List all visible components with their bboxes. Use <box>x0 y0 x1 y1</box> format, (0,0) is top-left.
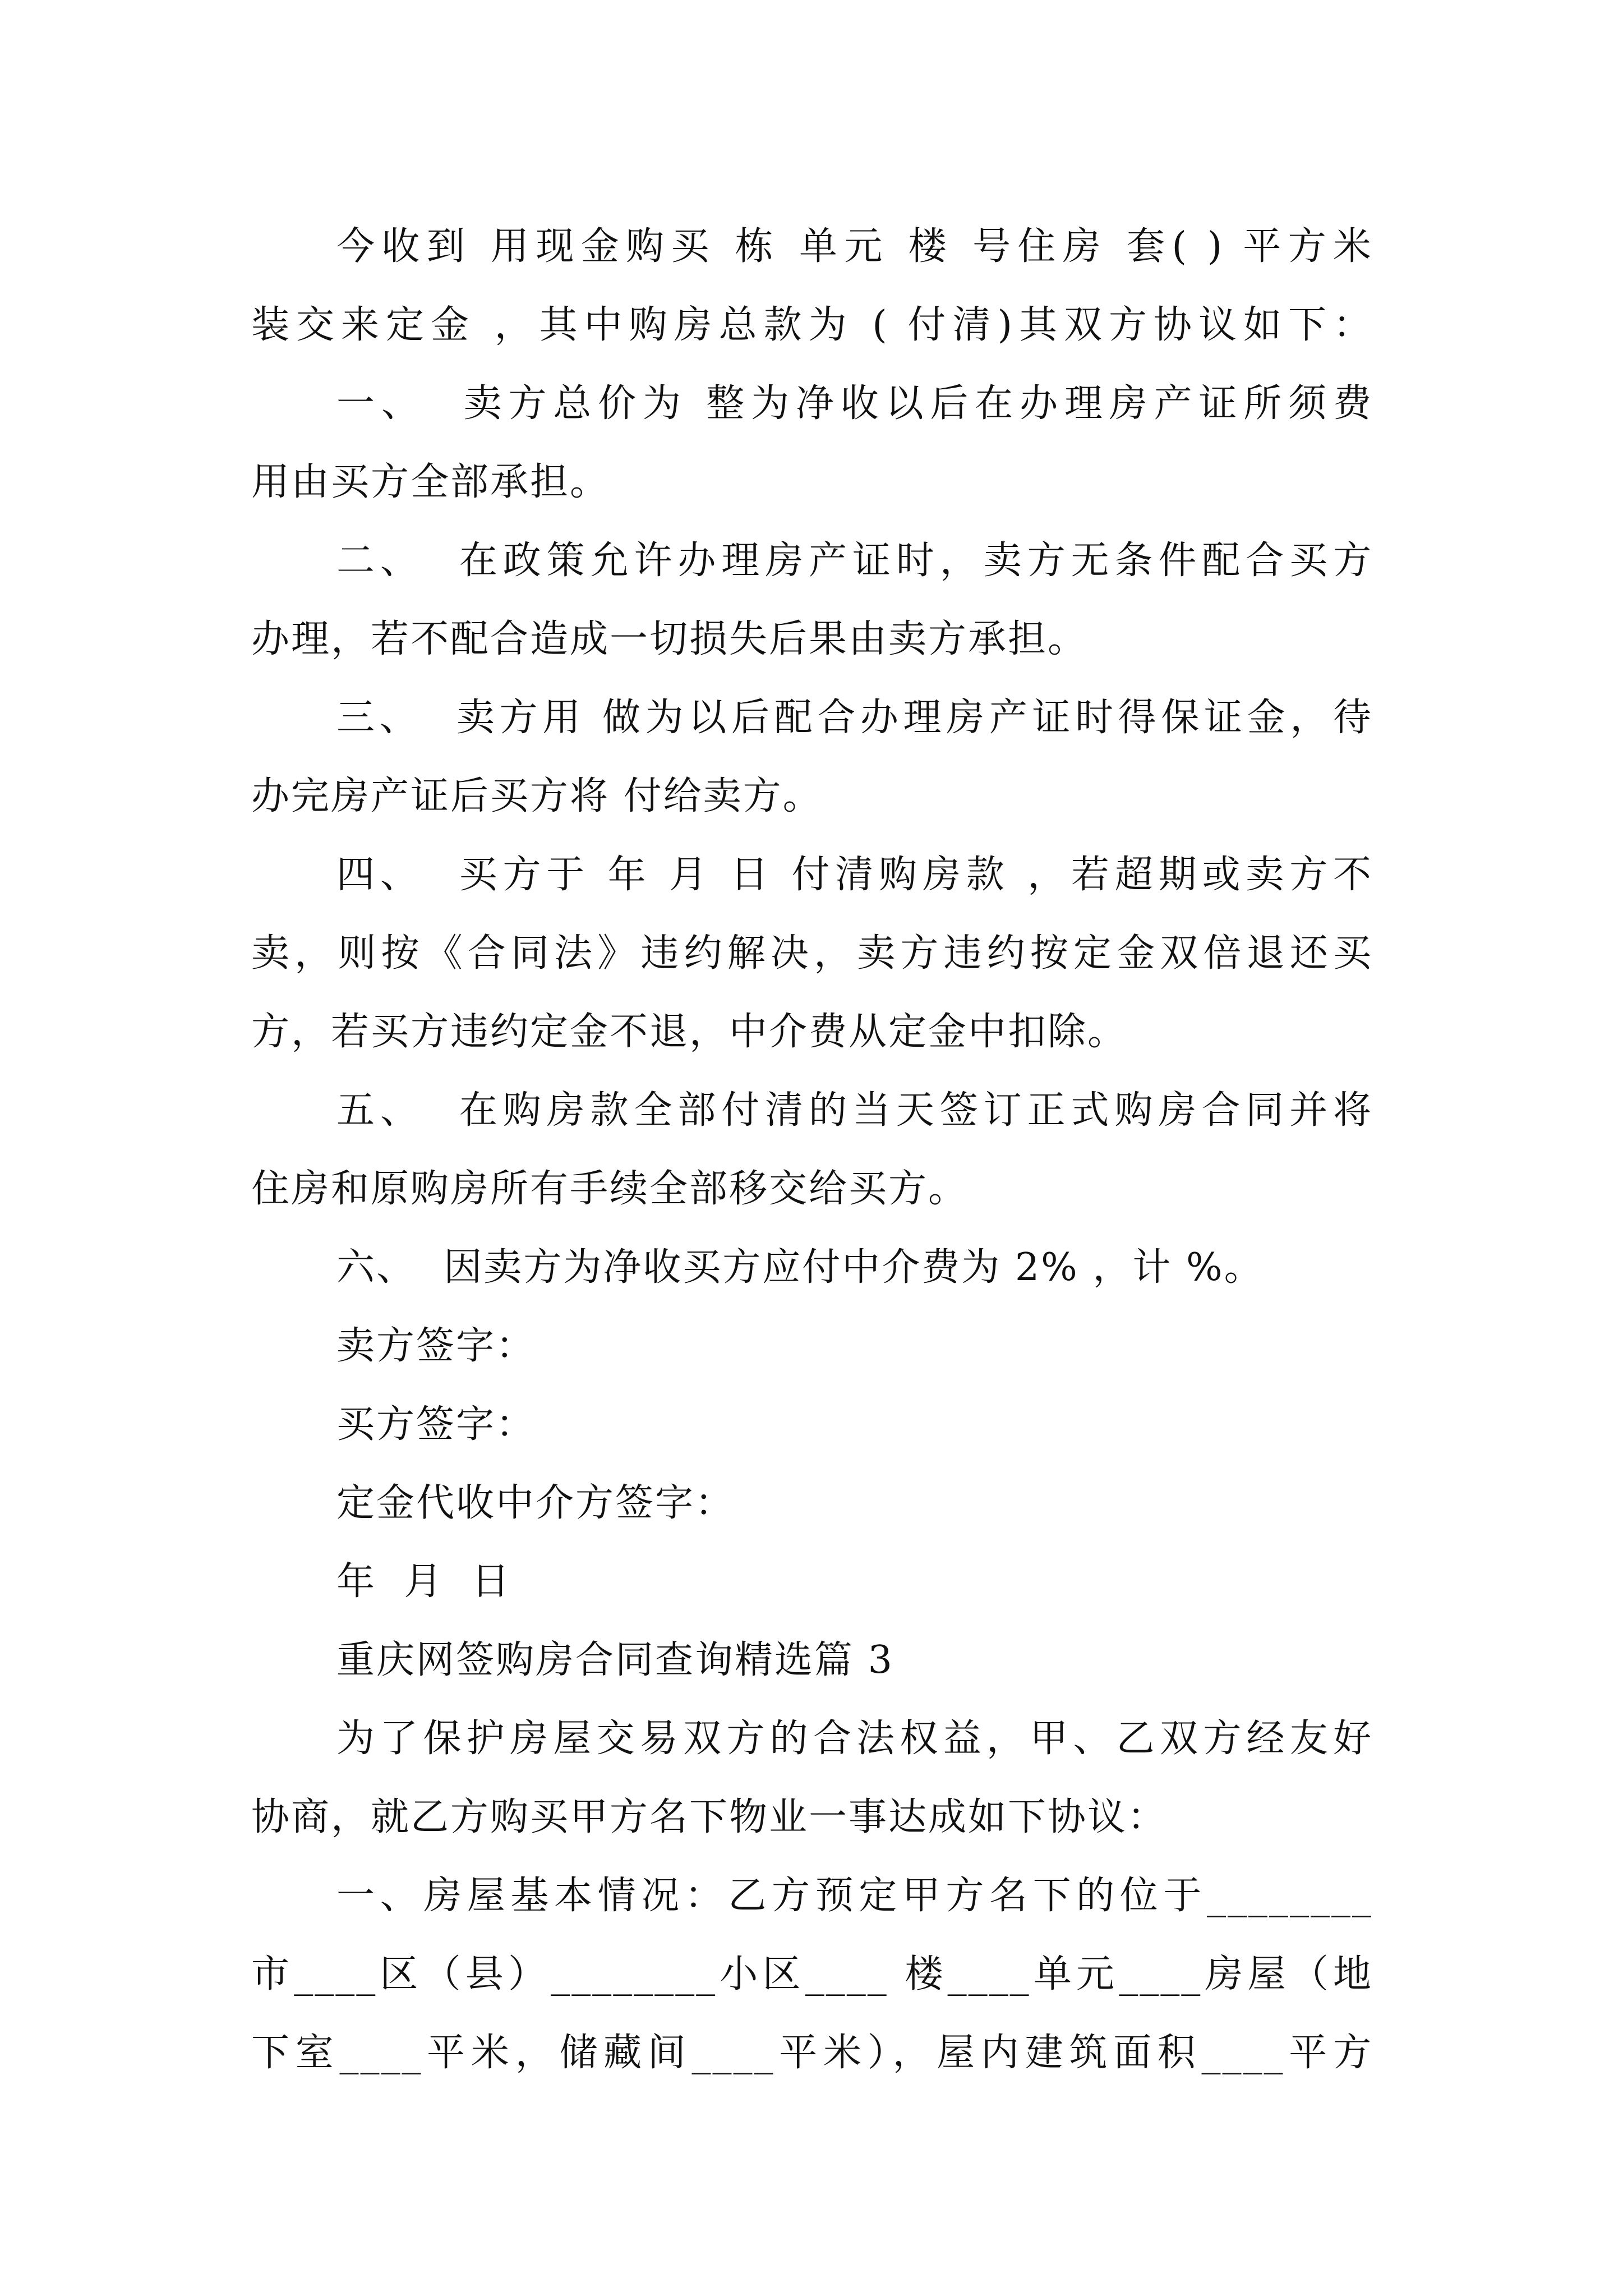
clause-3-line: 办完房产证后买方将 付给卖方。 <box>251 774 823 818</box>
intro-line: 为了保护房屋交易双方的合法权益，甲、乙双方经友好 <box>336 1717 1373 1761</box>
clause-4-line: 方，若买方违约定金不退，中介费从定金中扣除。 <box>251 1010 1128 1054</box>
intro-line: 协商，就乙方购买甲方名下物业一事达成如下协议： <box>251 1795 1168 1839</box>
paragraph-line: 装交来定金 ，其中购房总款为 ( 付清)其双方协议如下： <box>251 303 1373 347</box>
buyer-signature-label: 买方签字： <box>336 1402 536 1447</box>
document-page <box>251 208 1373 2092</box>
agent-signature-label: 定金代收中介方签字： <box>336 1481 735 1525</box>
clause-1-line: 一、 卖方总价为 整为净收以后在办理房产证所须费 <box>336 381 1373 426</box>
clause-5-line: 住房和原购房所有手续全部移交给买方。 <box>251 1167 969 1211</box>
seller-signature-label: 卖方签字： <box>336 1324 536 1368</box>
property-info-line: 下室____平米，储藏间____平米），屋内建筑面积____平方 <box>251 2031 1373 2075</box>
clause-1-line: 用由买方全部承担。 <box>251 460 610 504</box>
date-line: 年 月 日 <box>336 1559 511 1604</box>
clause-5-line: 五、 在购房款全部付清的当天签订正式购房合同并将 <box>336 1088 1373 1133</box>
section-heading: 重庆网签购房合同查询精选篇 3 <box>336 1638 894 1682</box>
clause-3-line: 三、 卖方用 做为以后配合办理房产证时得保证金，待 <box>336 696 1373 740</box>
clause-4-line: 四、 买方于 年 月 日 付清购房款 ，若超期或卖方不 <box>336 853 1373 897</box>
clause-2-line: 二、 在政策允许办理房产证时，卖方无条件配合买方 <box>336 539 1373 583</box>
property-info-line: 市____区（县）________小区____ 楼____单元____房屋（地 <box>251 1952 1373 1996</box>
property-info-line: 一、房屋基本情况：乙方预定甲方名下的位于________ <box>336 1874 1373 1918</box>
clause-6-line: 六、 因卖方为净收买方应付中介费为 2% ，计 %。 <box>336 1245 1264 1290</box>
paragraph-line: 今收到 用现金购买 栋 单元 楼 号住房 套( ) 平方米 <box>336 224 1373 269</box>
clause-2-line: 办理，若不配合造成一切损失后果由卖方承担。 <box>251 617 1088 661</box>
clause-4-line: 卖，则按《合同法》违约解决，卖方违约按定金双倍退还买 <box>251 931 1373 976</box>
